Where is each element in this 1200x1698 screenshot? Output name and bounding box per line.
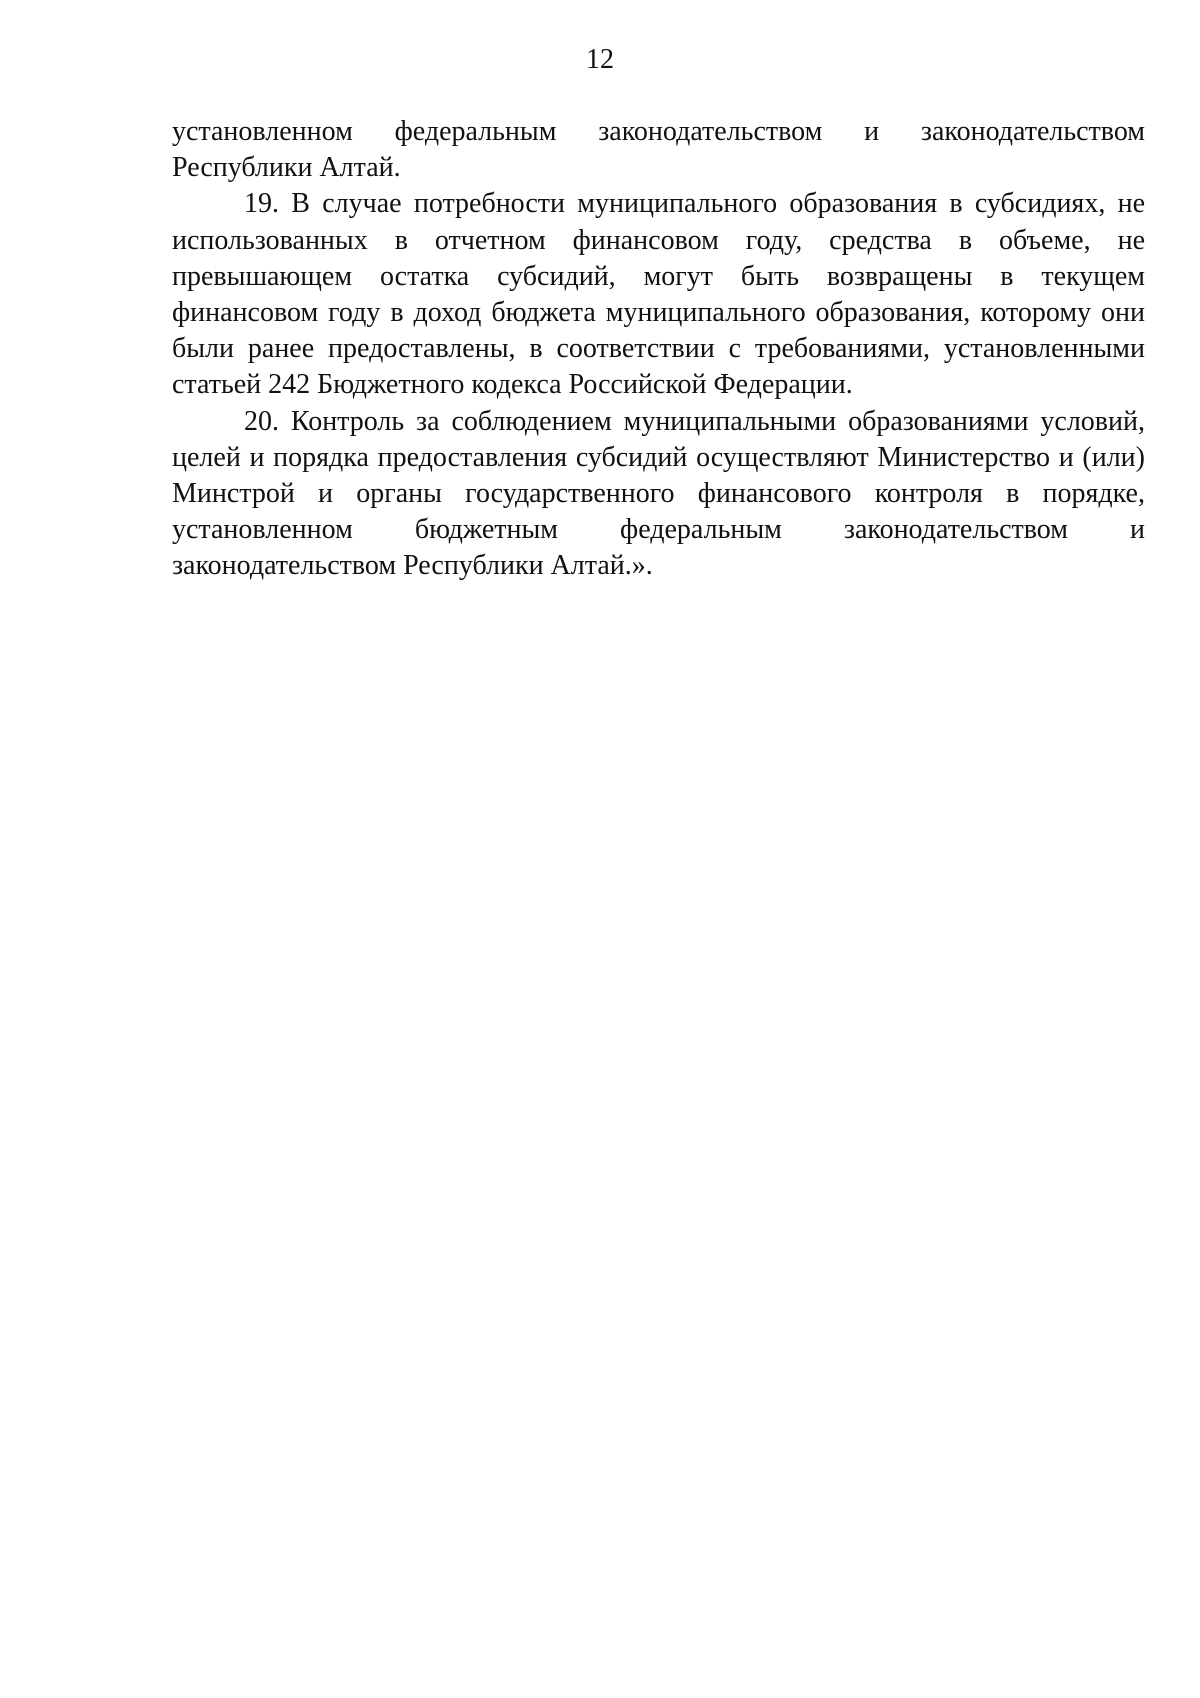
- paragraph-20: 20. Контроль за соблюдением муниципальными образованиями условий, целей и порядка предоставления субсидий осуществляют Министерство и (или) Минстрой и органы государственного финансового контроля в порядке, установленном бюджетным федеральным законодательством и законодательством Республики Алтай.».: [172, 405, 1145, 582]
- paragraph-continuation-line-2: Республики Алтай.: [172, 152, 401, 184]
- page-number: 12: [586, 44, 614, 75]
- document-body: [172, 114, 1145, 585]
- paragraph-continuation: [172, 114, 1145, 186]
- paragraph-continuation-line-1: установленном федеральным законодательством и законодательством: [172, 116, 1145, 147]
- paragraph-19: 19. В случае потребности муниципального образования в субсидиях, не использованных в отчетном финансовом году, средства в объеме, не превышающем остатка субсидий, могут быть возвращены в текущем финансовом году в доход бюджета муниципального образования, которому они были ранее предоставлены, в соответствии с требованиями, установленными статьей 242 Бюджетного кодекса Российской Федерации.: [172, 188, 1145, 401]
